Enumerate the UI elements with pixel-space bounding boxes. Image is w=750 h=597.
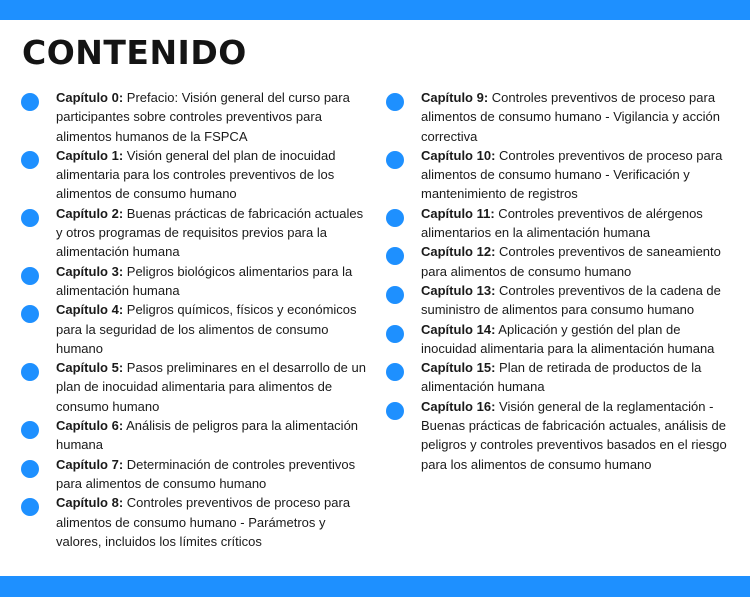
chapter-text: Controles preventivos de alérgenos alimentarios en la alimentación humana [421, 205, 703, 241]
chapter-label: Capítulo 12: [421, 244, 496, 260]
chapter-text: Buenas prácticas de fabricación actuales y otros programas de requisitos previos para la alimentación humana [56, 205, 364, 260]
chapter-item [385, 397, 735, 474]
chapter-label: Capítulo 5: [56, 360, 124, 376]
chapter-text: Visión general del plan de inocuidad alimentaria para los controles preventivos de los alimentos de consumo humano [56, 147, 336, 202]
bullet-dot-icon [386, 151, 404, 169]
chapter-list-right [385, 88, 735, 474]
chapter-text: Análisis de peligros para la alimentación humana [56, 418, 359, 453]
chapter-text: Controles preventivos de proceso para alimentos de consumo humano - Verificación y mantenimiento de registros [421, 147, 723, 202]
chapter-item [385, 281, 735, 320]
bullet-dot-icon [386, 402, 404, 420]
chapter-item [20, 300, 370, 358]
chapter-item [385, 88, 735, 146]
chapter-text: Aplicación y gestión del plan de inocuidad alimentaria para la alimentación humana [421, 321, 715, 356]
bullet-dot-icon [21, 498, 39, 516]
chapter-label: Capítulo 13: [421, 282, 496, 298]
chapter-item [385, 358, 735, 397]
chapter-label: Capítulo 1: [56, 147, 124, 163]
chapter-text: Peligros químicos, físicos y económicos para la seguridad de los alimentos de consumo humano [56, 302, 357, 356]
bullet-dot-icon [21, 363, 39, 381]
bullet-dot-icon [386, 247, 404, 265]
bullet-dot-icon [386, 286, 404, 304]
chapter-label: Capítulo 15: [421, 360, 496, 376]
bullet-dot-icon [21, 421, 39, 439]
chapter-item [20, 493, 370, 551]
chapter-item [20, 204, 370, 262]
chapter-text: Determinación de controles preventivos para alimentos de consumo humano [56, 456, 356, 491]
chapter-label: Capítulo 16: [421, 398, 496, 414]
chapter-item [385, 242, 735, 281]
bullet-dot-icon [21, 93, 39, 111]
chapter-label: Capítulo 2: [56, 205, 124, 221]
chapter-text: Prefacio: Visión general del curso para participantes sobre controles preventivos para alimentos humanos de la FSPCA [56, 90, 350, 144]
chapter-text: Plan de retirada de productos de la alimentación humana [421, 360, 702, 395]
chapter-text: Pasos preliminares en el desarrollo de un plan de inocuidad alimentaria para alimentos de consumo humano [56, 360, 366, 414]
chapter-text: Peligros biológicos alimentarios para la alimentación humana [56, 263, 353, 298]
bullet-dot-icon [21, 267, 39, 285]
chapter-item [20, 358, 370, 416]
chapter-label: Capítulo 0: [56, 90, 124, 105]
chapter-label: Capítulo 8: [56, 495, 124, 511]
chapter-item [385, 320, 735, 359]
bullet-dot-icon [386, 209, 404, 227]
chapter-text: Controles preventivos de saneamiento para alimentos de consumo humano [421, 244, 721, 279]
bullet-dot-icon [21, 151, 39, 169]
chapter-label: Capítulo 11: [421, 205, 495, 221]
chapter-label: Capítulo 4: [56, 302, 124, 318]
chapter-item [20, 455, 370, 494]
top-accent-bar [0, 0, 750, 20]
bullet-dot-icon [21, 305, 39, 323]
chapter-label: Capítulo 6: [56, 418, 124, 434]
bullet-dot-icon [21, 209, 39, 227]
chapter-label: Capítulo 7: [56, 456, 124, 472]
chapter-item [20, 146, 370, 204]
chapter-label: Capítulo 14: [421, 321, 496, 337]
bullet-dot-icon [386, 363, 404, 381]
chapter-label: Capítulo 10: [421, 147, 496, 163]
bullet-dot-icon [386, 93, 404, 111]
chapter-item [20, 88, 370, 146]
chapter-label: Capítulo 3: [56, 263, 124, 279]
bullet-dot-icon [21, 460, 39, 478]
chapter-text: Controles preventivos de la cadena de suministro de alimentos para consumo humano [421, 282, 721, 318]
chapter-item [385, 146, 735, 204]
chapter-label: Capítulo 9: [421, 90, 489, 105]
bullet-dot-icon [386, 325, 404, 343]
page-title: CONTENIDO [22, 33, 247, 72]
chapter-text: Controles preventivos de proceso para alimentos de consumo humano - Parámetros y valores, incluidos los límites críticos [56, 495, 351, 549]
bottom-accent-bar [0, 576, 750, 597]
chapter-item [20, 416, 370, 455]
chapter-list-left [20, 88, 370, 551]
chapter-item [385, 204, 735, 243]
chapter-text: Controles preventivos de proceso para alimentos de consumo humano - Vigilancia y acción correctiva [421, 90, 720, 144]
chapter-text: Visión general de la reglamentación - Buenas prácticas de fabricación actuales, análisis de peligros y controles preventivos basados en el riesgo para los alimentos de consumo humano [421, 398, 727, 472]
chapter-item [20, 262, 370, 301]
